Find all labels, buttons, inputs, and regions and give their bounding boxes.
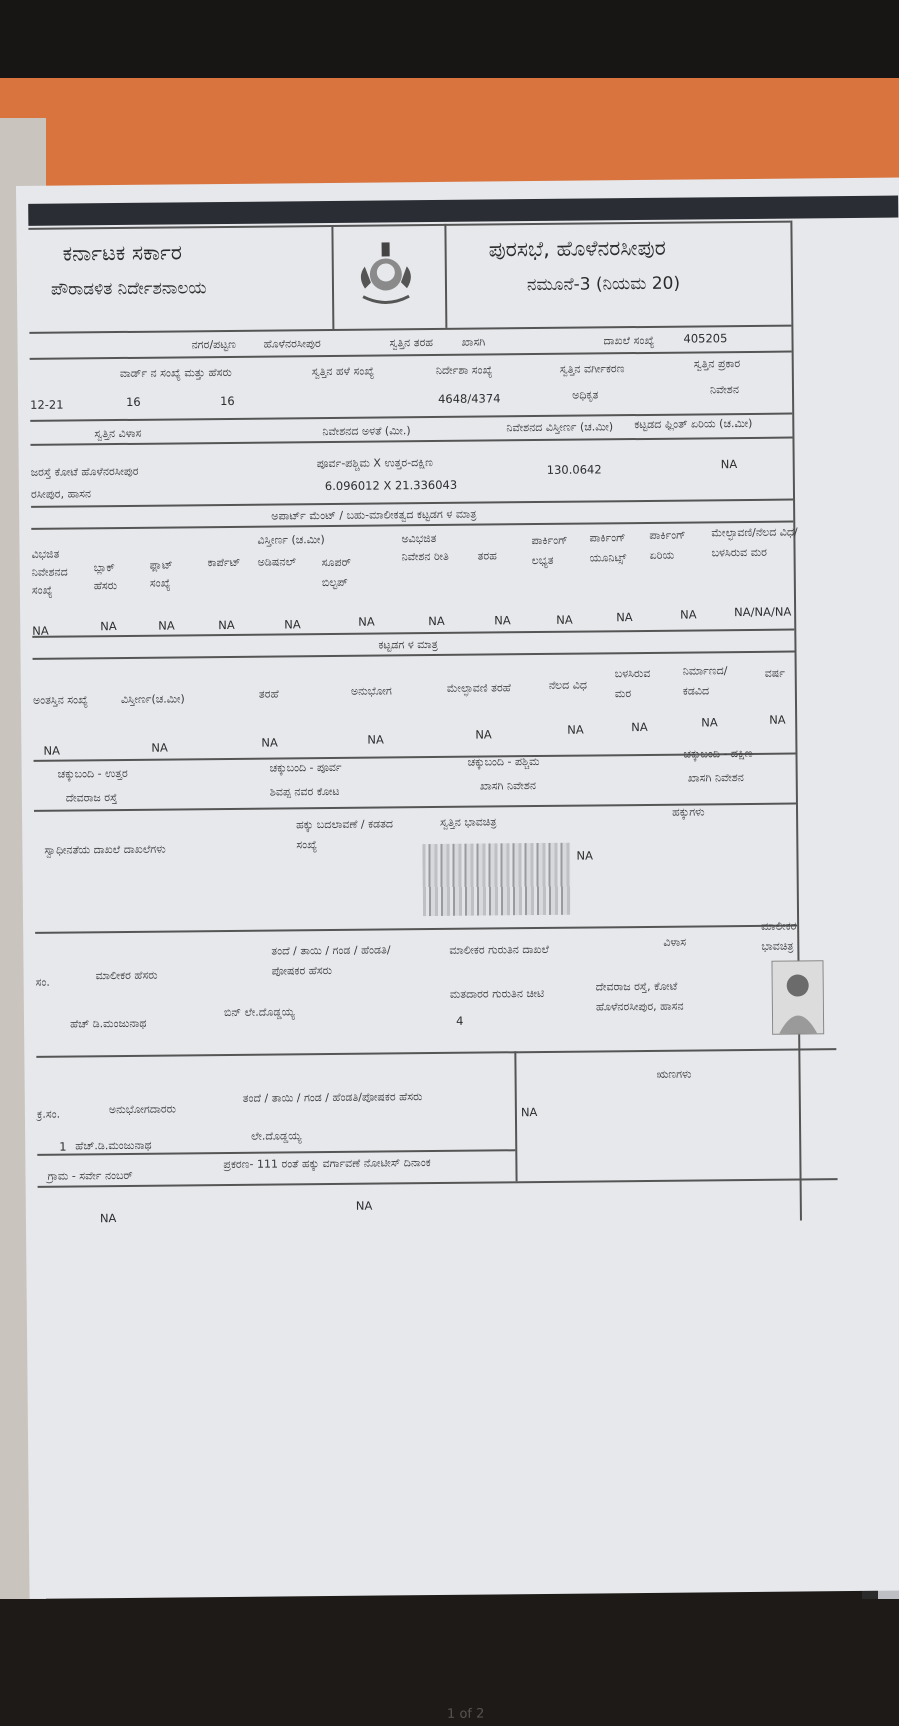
apt-h-block: ಬ್ಲಾಕ್ ಹೆಸರು [93, 561, 118, 593]
south-label: ಚಕ್ಕುಬಂದಿ - ದಕ್ಷಿಣ [683, 746, 753, 761]
north-label: ಚಕ್ಕುಬಂದಿ - ಉತ್ತರ [57, 766, 128, 781]
owner-sl-label: ಸಂ. [35, 975, 50, 989]
ben-name-label: ಅನುಭೋಗದಾರರು [108, 1102, 177, 1117]
background-top [0, 0, 899, 84]
form-number: ನಮೂನೆ-3 (ನಿಯಮ 20) [526, 273, 681, 296]
apt-value: NA [158, 618, 175, 633]
owner-father-value: ಬಿನ್ ಲೇ.ದೊಡ್ಡಯ್ಯ [223, 1005, 295, 1020]
city-label: ನಗರ/ಪಟ್ಟಣ [191, 337, 237, 352]
ben-sl-label: ಕ್ರ.ಸಂ. [36, 1107, 61, 1121]
entry-no-label: ದಾಖಲೆ ಸಂಖ್ಯೆ [603, 333, 655, 348]
apt-h-carpet: ಕಾರ್ಪೆಟ್ [207, 555, 241, 570]
address-line2: ರಸೀಪುರ, ಹಾಸನ [30, 487, 92, 501]
survey-label: ಗ್ರಾಮ - ಸರ್ವೇ ನಂಬರ್ [47, 1168, 133, 1183]
date-value: 12-21 [30, 397, 64, 412]
building-title: ಕಟ್ಟಡಗ ಳ ಮಾತ್ರ [378, 637, 438, 652]
category-value: ಅಧಿಕೃತ [571, 388, 599, 402]
bld-h-area: ವಿಸ್ತೀರ್ಣ(ಚ.ಮೀ) [120, 692, 185, 707]
apt-h-type: ತರಹ [477, 549, 497, 563]
assess-no-label: ನಿರ್ದೇಶಾ ಸಂಖ್ಯೆ [435, 363, 493, 377]
city-value: ಹೊಳೆನರಸೀಪುರ [263, 337, 321, 351]
bld-value: NA [43, 743, 60, 758]
plinth-value: NA [720, 457, 738, 472]
dimension-label: ನಿವೇಶನದ ಅಳತೆ (ಮೀ.) [322, 424, 411, 439]
owner-address-label: ವಿಳಾಸ [663, 935, 687, 949]
ward-value: 16 [126, 394, 141, 409]
dimension-value: 6.096012 X 21.336043 [324, 477, 458, 494]
ward-label: ವಾರ್ಡ್ ನ ಸಂಖ್ಯೆ ಮತ್ತು ಹೆಸರು [119, 365, 232, 381]
owner-address-value1: ದೇವರಾಜ ರಸ್ತೆ, ಕೋಟೆ [595, 979, 678, 994]
category-label: ಸ್ವತ್ತಿನ ವರ್ಗೀಕರಣ [559, 362, 625, 376]
bld-h-wood: ಬಳಸಿರುವ ಮರ [614, 666, 651, 701]
state-emblem-icon [349, 236, 424, 313]
owner-photo-label: ಮಾಲೀಕರ ಭಾವಚಿತ್ರ [761, 919, 797, 953]
address-line1: ಜರಸ್ತೆ ಕೋಟೆ ಹೊಳೆನರಸೀಪುರ [30, 464, 139, 479]
east-label: ಚಕ್ಕುಬಂದಿ - ಪೂರ್ವ [269, 760, 342, 775]
mutation-label: ಹಕ್ಕು ಬದಲಾವಣೆ / ಕಡತದ ಸಂಖ್ಯೆ [296, 817, 394, 852]
bld-h-type: ತರಹೆ [258, 687, 279, 701]
govt-title: ಕರ್ನಾಟಕ ಸರ್ಕಾರ [62, 240, 183, 266]
apt-h-undivided: ವಿಭಜಿತ ನಿವೇಶನದ ಸಂಖ್ಯೆ [31, 547, 68, 597]
owner-voter-value: 4 [455, 1013, 464, 1028]
apt-h-flat: ಫ್ಲಾಟ್ ಸಂಖ್ಯೆ [149, 558, 173, 590]
plinth-label: ಕಟ್ಟಡದ ಫ್ಲಿಂತ್ ಏರಿಯ (ಚ.ಮೀ) [634, 416, 753, 432]
bld-value: NA [631, 719, 648, 735]
prop-type-label: ಸ್ವತ್ತಿನ ತರಹ [389, 336, 434, 350]
west-label: ಚಕ್ಕುಬಂದಿ - ಪಶ್ಚಿಮ [467, 755, 540, 769]
apt-value: NA [100, 619, 117, 634]
owner-father-label: ತಂದೆ / ತಾಯಿ / ಗಂಡ / ಹೆಂಡತಿ/ಪೋಷಕರ ಹೆಸರು [271, 943, 391, 978]
apt-value: NA [428, 613, 445, 629]
entry-no-value: 405205 [683, 331, 728, 346]
north-value: ದೇವರಾಜ ರಸ್ತೆ [65, 791, 118, 805]
loans-value: NA [520, 1105, 538, 1120]
bld-value: NA [261, 735, 278, 750]
bld-value: NA [567, 722, 584, 737]
owner-name-label: ಮಾಲೀಕರ ಹೆಸರು [95, 968, 158, 983]
apt-value: NA [680, 607, 697, 622]
document-page [16, 178, 899, 1722]
bld-h-roof: ಮೇಲ್ಛಾವಣಿ ತರಹೆ [446, 681, 511, 695]
old-no-label: ಸ್ವತ್ತಿನ ಹಳೆ ಸಂಖ್ಯೆ [311, 364, 375, 379]
kind-label: ಸ್ವತ್ತಿನ ಪ್ರಕಾರ [693, 357, 741, 371]
ben-father-label: ತಂದೆ / ತಾಯಿ / ಗಂಡ / ಹೆಂಡತಿ/ಪೋಷಕರ ಹೆಸರು [242, 1090, 423, 1105]
apt-h-parking-area: ಪಾರ್ಕಿಂಗ್ ಏರಿಯ [649, 528, 686, 562]
south-value: ಖಾಸಗಿ ನಿವೇಶನ [687, 771, 744, 785]
apt-h-area: ವಿಸ್ತೀರ್ಣ (ಚ.ಮೀ) [257, 533, 325, 547]
property-photo-image [422, 843, 571, 916]
apt-h-undiv-share: ಅವಿಭಜಿತ ನಿವೇಶನ ರೀತಿ [401, 531, 449, 564]
apt-value: NA [616, 610, 633, 625]
apartment-title: ಅಪಾರ್ಟ್ ಮೆಂಟ್ / ಬಹು-ಮಾಲೀಕತ್ವದ ಕಟ್ಟಡಗ ಳ ಮಾತ್ರ [271, 507, 477, 523]
survey-value: NA [99, 1211, 117, 1226]
notice-label: ಪ್ರಕರಣ- 111 ರಂತೆ ಹಕ್ಕು ವರ್ಗಾವಣೆ ನೋಟೀಸ್ ದಿನಾಂಕ [223, 1156, 431, 1172]
bld-value: NA [151, 740, 168, 755]
bld-h-floor: ನೆಲದ ವಿಧ [548, 678, 588, 692]
rights-label: ಹಕ್ಕುಗಳು [671, 805, 705, 819]
apt-value: NA/NA/NA [734, 604, 792, 620]
ben-name-value: ಹೆಚ್.ಡಿ.ಮಂಜುನಾಥ [75, 1138, 152, 1153]
dimension-dir: ಪೂರ್ವ-ಪಶ್ಚಿಮ X ಉತ್ತರ-ದಕ್ಷಿಣ [316, 456, 433, 471]
prop-type-value: ಖಾಸಗಿ [461, 335, 486, 349]
old-no-value: 16 [220, 393, 235, 409]
bld-value: NA [475, 727, 492, 742]
apt-h-parking-avail: ಪಾರ್ಕಿಂಗ್ ಲಭ್ಯತ [531, 533, 568, 568]
address-label: ಸ್ವತ್ತಿನ ವಿಳಾಸ [94, 426, 142, 441]
bld-h-construction: ನಿರ್ಮಾಣದ/ ಕಡವಿದ [682, 664, 728, 698]
directorate-title: ಪೌರಾಡಳಿತ ನಿರ್ದೇಶನಾಲಯ [50, 278, 207, 300]
municipality-title: ಪುರಸಭೆ, ಹೊಳೆನರಸೀಪುರ [488, 235, 666, 262]
ownership-doc-label: ಸ್ವಾಧೀನತೆಯ ದಾಖಲೆ ದಾಖಲೆಗಳು [44, 842, 166, 857]
apt-h-superbuiltup: ಸೂಪರ್ ಬಿಲ್ಟಪ್ [321, 555, 351, 590]
apt-value: NA [218, 617, 235, 633]
owner-photo-image [771, 960, 824, 1034]
kind-value: ನಿವೇಶನ [709, 383, 739, 397]
owner-name-value: ಹೆಚ್ ಡಿ.ಮಂಜುನಾಥ [69, 1016, 147, 1031]
east-value: ಶಿವಪ್ಪ ನವರ ಕೋಟ [269, 784, 340, 799]
site-area-label: ನಿವೇಶನದ ವಿಸ್ತೀರ್ಣ (ಚ.ಮೀ) [506, 420, 614, 435]
photo-label: ಸ್ವತ್ತಿನ ಭಾವಚಿತ್ರ [440, 815, 497, 829]
apt-value: NA [32, 623, 49, 638]
owner-id-label: ಮಾಲೀಕರ ಗುರುತಿನ ದಾಖಲೆ [449, 942, 549, 957]
owner-address-value2: ಹೊಳೆನರಸೀಪುರ, ಹಾಸನ [595, 999, 684, 1014]
ben-sl-value: 1 [59, 1139, 67, 1154]
apt-h-roof: ಮೇಲ್ಛಾವಣಿ/ನೆಲದ ವಿಧ/ಬಳಸಿರುವ ಮರ [711, 525, 798, 560]
bld-value: NA [367, 732, 384, 747]
bld-h-usage: ಅನುಭೋಗ [350, 684, 392, 698]
apt-h-additional: ಅಡಿಷನಲ್ [257, 555, 297, 569]
apt-value: NA [494, 613, 511, 628]
apt-value: NA [556, 612, 573, 627]
bld-h-floor-no: ಅಂತಸ್ತಿನ ಸಂಖ್ಯೆ [32, 693, 89, 707]
west-value: ಖಾಸಗಿ ನಿವೇಶನ [479, 779, 537, 793]
assess-no-value: 4648/4374 [437, 391, 501, 406]
bld-value: NA [701, 715, 718, 730]
ben-father-value: ಲೇ.ದೊಡ್ಡಯ್ಯ [251, 1129, 302, 1143]
bld-value: NA [769, 712, 786, 727]
notice-value: NA [355, 1198, 373, 1213]
page-number: 1 of 2 [446, 1706, 485, 1722]
loans-label: ಋಣಗಳು [656, 1067, 692, 1081]
bld-h-year: ವರ್ಷ [764, 666, 786, 680]
property-form [28, 221, 800, 1228]
apt-value: NA [284, 617, 301, 632]
apt-value: NA [358, 614, 375, 629]
apt-h-parking-units: ಪಾರ್ಕಿಂಗ್ ಯೂನಿಟ್ಸ್ [589, 531, 627, 565]
photo-value: NA [576, 848, 594, 863]
site-area-value: 130.0642 [546, 462, 602, 477]
owner-voter-label: ಮತದಾರರ ಗುರುತಿನ ಚೀಟಿ [449, 986, 545, 1001]
